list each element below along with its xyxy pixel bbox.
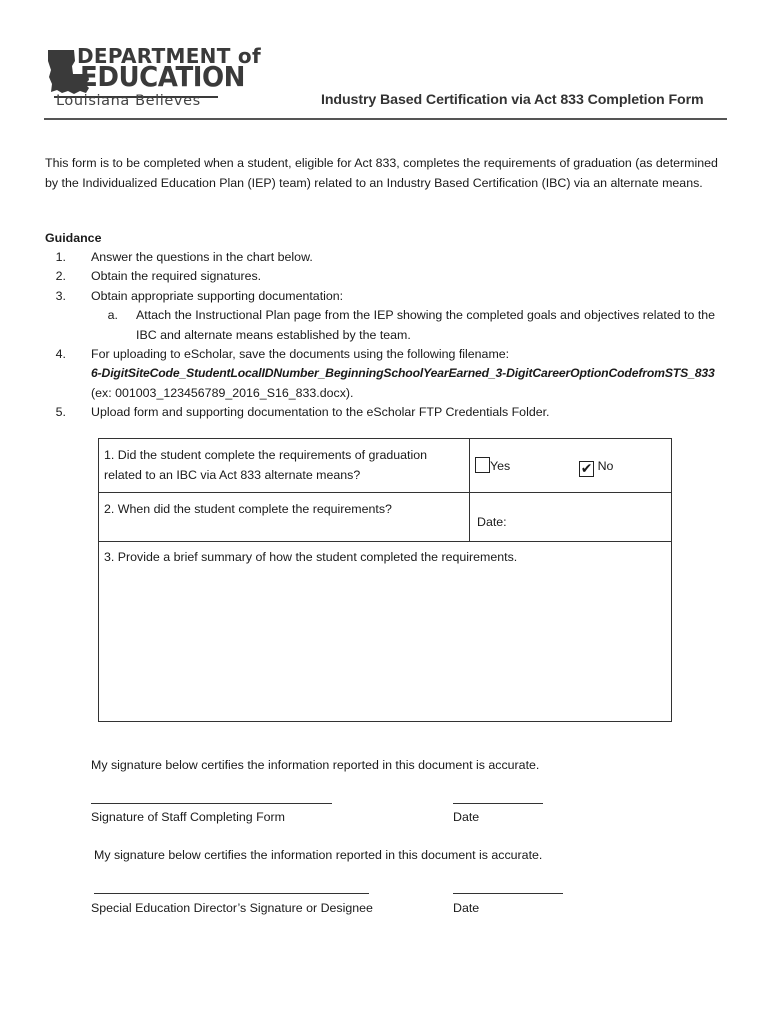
- chart-row-q3: [99, 542, 672, 722]
- step-text: Attach the Instructional Plan page from the IEP showing the completed goals and objectives related to the IBC and alternate means established by the team.: [136, 308, 716, 342]
- staff-date-label: Date: [453, 810, 480, 824]
- step-text: Obtain the required signatures.: [91, 269, 262, 283]
- staff-signature-line[interactable]: [91, 803, 332, 804]
- yes-label: Yes: [490, 459, 511, 473]
- director-signature-label: Special Education Director’s Signature or Designee: [91, 901, 373, 915]
- step-number: 4.: [55, 347, 66, 361]
- staff-signature-label: Signature of Staff Completing Form: [91, 810, 285, 824]
- q2-text: 2. When did the student complete the requirements?: [104, 502, 392, 516]
- logo-education-text: EDUCATION: [80, 60, 245, 93]
- step-text: Answer the questions in the chart below.: [91, 250, 313, 264]
- q2-cell: [99, 493, 470, 542]
- step-text: Obtain appropriate supporting documentation:: [91, 289, 344, 303]
- step-number: 2.: [55, 269, 66, 283]
- q3-summary-cell[interactable]: [99, 542, 672, 722]
- filename-pattern: 6-DigitSiteCode_StudentLocalIDNumber_BeginningSchoolYearEarned_3-DigitCareerOptionCodefromSTS_833: [91, 366, 715, 380]
- q2-date-label: Date:: [477, 515, 507, 529]
- guidance-heading: Guidance: [45, 231, 102, 245]
- q1-text: 1. Did the student complete the requirements of graduation related to an IBC via Act 833 alternate means?: [104, 448, 428, 482]
- step-number: 1.: [55, 250, 66, 264]
- q1-cell: [99, 439, 470, 493]
- staff-date-line[interactable]: [453, 803, 543, 804]
- yes-checkbox[interactable]: [475, 457, 490, 473]
- step-text: Upload form and supporting documentation to the eScholar FTP Credentials Folder.: [91, 405, 550, 419]
- logo-tagline: Louisiana Believes: [56, 93, 201, 109]
- questions-chart: [98, 438, 672, 722]
- check-mark-icon: ✔: [580, 460, 593, 476]
- no-label: No: [597, 459, 614, 473]
- intro-paragraph: This form is to be completed when a student, eligible for Act 833, completes the requirements of graduation (as determined by the Individualized Education Plan (IEP) team) related to an Industry Based Certification (IBC) via an alternate means.: [45, 156, 718, 190]
- step-number: a.: [107, 308, 118, 322]
- chart-row-q2: [99, 493, 672, 542]
- step-number: 5.: [55, 405, 66, 419]
- certify-statement: My signature below certifies the information reported in this document is accurate.: [94, 848, 543, 862]
- header-divider: [44, 118, 727, 120]
- filename-example: (ex: 001003_123456789_2016_S16_833.docx).: [91, 386, 354, 400]
- step-number: 3.: [55, 289, 66, 303]
- q2-date-cell[interactable]: [470, 493, 672, 542]
- no-checkbox[interactable]: [579, 461, 594, 477]
- director-date-line[interactable]: [453, 893, 563, 894]
- form-title: Industry Based Certification via Act 833 Completion Form: [321, 92, 704, 108]
- q3-text: 3. Provide a brief summary of how the student completed the requirements.: [104, 550, 518, 564]
- logo-department-text: DEPARTMENT of: [77, 44, 261, 68]
- step-text: For uploading to eScholar, save the documents using the following filename:: [91, 347, 510, 361]
- chart-row-q1: [99, 439, 672, 493]
- director-date-label: Date: [453, 901, 480, 915]
- certify-statement: My signature below certifies the information reported in this document is accurate.: [91, 758, 540, 772]
- q1-answer-cell: [470, 439, 672, 493]
- director-signature-line[interactable]: [94, 893, 369, 894]
